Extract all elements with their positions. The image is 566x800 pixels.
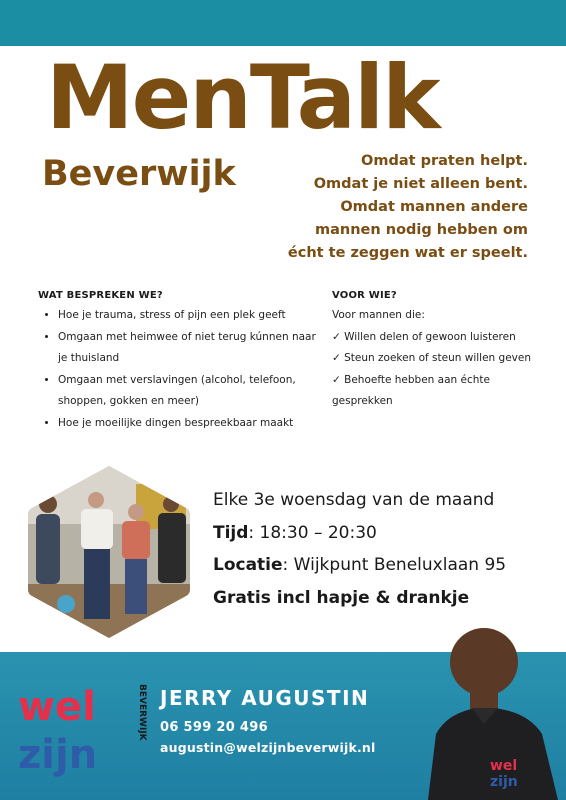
audience-section [332, 290, 542, 413]
audience-heading: VOOR WIE? [332, 290, 397, 301]
contact-name: JERRY AUGUSTIN [160, 686, 370, 710]
topics-heading: WAT BESPREKEN WE? [38, 290, 163, 301]
page-title: MenTalk [46, 46, 439, 149]
tagline-line: Omdat je niet alleen bent. [313, 176, 528, 192]
contact-email[interactable]: augustin@welzijnbeverwijk.nl [160, 740, 376, 755]
location-label: Locatie [213, 555, 283, 575]
top-banner [0, 0, 566, 46]
audience-intro: Voor mannen die: [332, 309, 425, 321]
tagline-line: Omdat mannen andere [340, 199, 528, 215]
list-item: • Omgaan met heimwee of niet terug kúnnen naar je thuisland [58, 327, 328, 370]
time-value: : 18:30 – 20:30 [248, 522, 377, 543]
contact-photo [418, 612, 566, 800]
list-item: ✓ Steun zoeken of steun willen geven [332, 352, 531, 364]
event-location [213, 549, 553, 582]
list-item: • Hoe je moeilijke dingen bespreekbaar maakt [58, 413, 328, 435]
svg-text:BEVERWIJK: BEVERWIJK [137, 684, 147, 741]
group-photo [26, 464, 192, 640]
tagline-line: Omdat praten helpt. [361, 153, 528, 169]
tagline [258, 150, 528, 265]
welzijn-logo [18, 680, 130, 776]
list-item: • Hoe je trauma, stress of pijn een plek geeft [58, 305, 328, 327]
list-item: ✓ Willen delen of gewoon luisteren [332, 330, 516, 343]
tagline-line: écht te zeggen wat er speelt. [287, 245, 528, 261]
logo-side-text [128, 682, 147, 772]
location-value: : Wijkpunt Beneluxlaan 95 [282, 555, 507, 575]
logo-word-top: wel [18, 684, 96, 730]
list-item: ✓ Behoefte hebben aan échte gesprekken [332, 373, 490, 407]
shirt-logo-top: wel [490, 758, 518, 774]
page-subtitle: Beverwijk [42, 154, 236, 194]
event-price: Gratis incl hapje & drankje [213, 587, 470, 608]
event-details [213, 484, 553, 614]
contact-phone[interactable]: 06 599 20 496 [160, 720, 268, 735]
logo-word-bottom: zijn [18, 732, 98, 778]
list-item: • Omgaan met verslavingen (alcohol, telefoon, shoppen, gokken en meer) [58, 370, 328, 413]
topics-section [38, 290, 328, 434]
event-schedule: Elke 3e woensdag van de maand [213, 490, 495, 510]
event-time [213, 517, 553, 550]
tagline-line: mannen nodig hebben om [315, 222, 528, 238]
time-label: Tijd [213, 522, 249, 543]
shirt-logo-bottom: zijn [490, 774, 518, 790]
topics-list [38, 305, 328, 434]
